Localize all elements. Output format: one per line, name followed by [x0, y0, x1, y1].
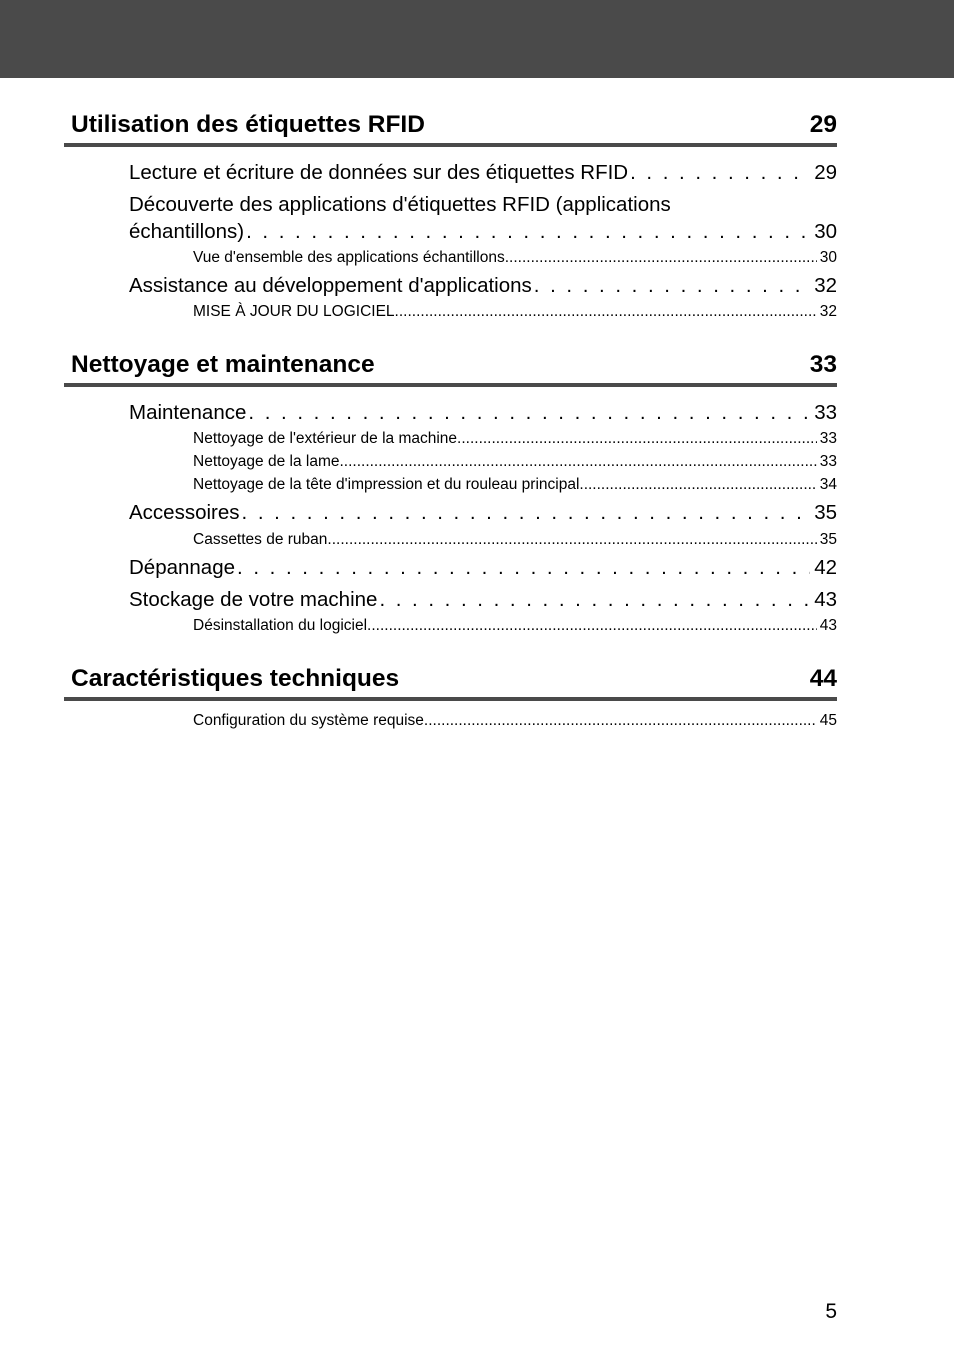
toc-subentry-page: 33 [819, 453, 837, 470]
dot-leader [505, 248, 817, 268]
toc-entry-title: Dépannage [129, 556, 236, 579]
section-title: Caractéristiques techniques [71, 665, 400, 692]
toc-subentry-title: Nettoyage de l'extérieur de la machine [193, 430, 458, 447]
dot-leader [628, 159, 810, 186]
header-bar [0, 0, 954, 78]
toc-entry-page: 33 [814, 401, 837, 424]
section-rule [64, 697, 837, 701]
toc-subentry[interactable] [193, 248, 837, 268]
section-page: 44 [809, 665, 837, 692]
toc-subentry[interactable] [193, 530, 837, 550]
section-rule [64, 383, 837, 387]
toc-subentry-title: Vue d'ensemble des applications échantillons [193, 249, 505, 266]
toc-entry[interactable] [129, 499, 837, 526]
section-title: Nettoyage et maintenance [71, 351, 375, 378]
toc-subentry-page: 32 [819, 303, 837, 320]
toc-subentry-title: Cassettes de ruban [193, 531, 328, 548]
dot-leader [395, 302, 817, 322]
toc-subentry-title: Nettoyage de la tête d'impression et du rouleau principal [193, 476, 580, 493]
toc-entry-title: Maintenance [129, 401, 247, 424]
dot-leader [532, 272, 810, 299]
toc-subentry-page: 45 [819, 712, 837, 729]
toc-entry-title: Stockage de votre machine [129, 588, 378, 611]
dot-leader [424, 711, 817, 731]
dot-leader [244, 218, 810, 245]
dot-leader [339, 452, 816, 472]
dot-leader [235, 554, 810, 581]
toc-entry-title-line[interactable]: Découverte des applications d'étiquettes RFID (applications [129, 193, 671, 216]
dot-leader [377, 586, 810, 613]
toc-entry-page: 43 [814, 588, 837, 611]
dot-leader [246, 399, 810, 426]
toc-subentry[interactable] [193, 475, 837, 495]
section-title: Utilisation des étiquettes RFID [71, 111, 425, 138]
toc-section-heading[interactable] [71, 662, 837, 694]
toc-section-heading[interactable] [71, 348, 837, 380]
dot-leader [240, 499, 811, 526]
toc-entry-title: échantillons) [129, 220, 245, 243]
section-page: 33 [809, 351, 837, 378]
toc-subentry-page: 43 [819, 617, 837, 634]
toc-subentry[interactable] [193, 302, 837, 322]
toc-subentry[interactable] [193, 452, 837, 472]
toc-entry-title: Assistance au développement d'applications [129, 274, 532, 297]
toc-entry[interactable] [129, 399, 837, 426]
toc-entry[interactable] [129, 554, 837, 581]
dot-leader [327, 530, 816, 550]
toc-entry-page: 32 [814, 274, 837, 297]
page-number: 5 [825, 1300, 837, 1323]
toc-entry[interactable] [129, 586, 837, 613]
toc-subentry-title: Nettoyage de la lame [193, 453, 340, 470]
toc-entry-page: 35 [814, 501, 837, 524]
toc-subentry-title: Configuration du système requise [193, 712, 424, 729]
toc-subentry[interactable] [193, 429, 837, 449]
toc-entry-page: 29 [814, 161, 837, 184]
toc-subentry-title: MISE À JOUR DU LOGICIEL [193, 303, 395, 320]
dot-leader [457, 429, 817, 449]
toc-entry-title: Lecture et écriture de données sur des étiquettes RFID [129, 161, 629, 184]
toc-subentry-page: 30 [819, 249, 837, 266]
toc-entry[interactable] [129, 272, 837, 299]
toc-entry-title: Accessoires [129, 501, 240, 524]
toc-subentry-page: 34 [819, 476, 837, 493]
section-rule [64, 143, 837, 147]
dot-leader [579, 475, 816, 495]
toc-entry[interactable] [129, 218, 837, 245]
toc-subentry-page: 35 [819, 531, 837, 548]
toc-entry[interactable] [129, 159, 837, 186]
toc-entry-page: 30 [814, 220, 837, 243]
toc-subentry[interactable] [193, 711, 837, 731]
toc-subentry[interactable] [193, 616, 837, 636]
toc-subentry-title: Désinstallation du logiciel [193, 617, 368, 634]
dot-leader [367, 616, 817, 636]
toc-section-heading[interactable] [71, 108, 837, 140]
section-page: 29 [809, 111, 837, 138]
toc-entry-page: 42 [814, 556, 837, 579]
toc-subentry-page: 33 [819, 430, 837, 447]
